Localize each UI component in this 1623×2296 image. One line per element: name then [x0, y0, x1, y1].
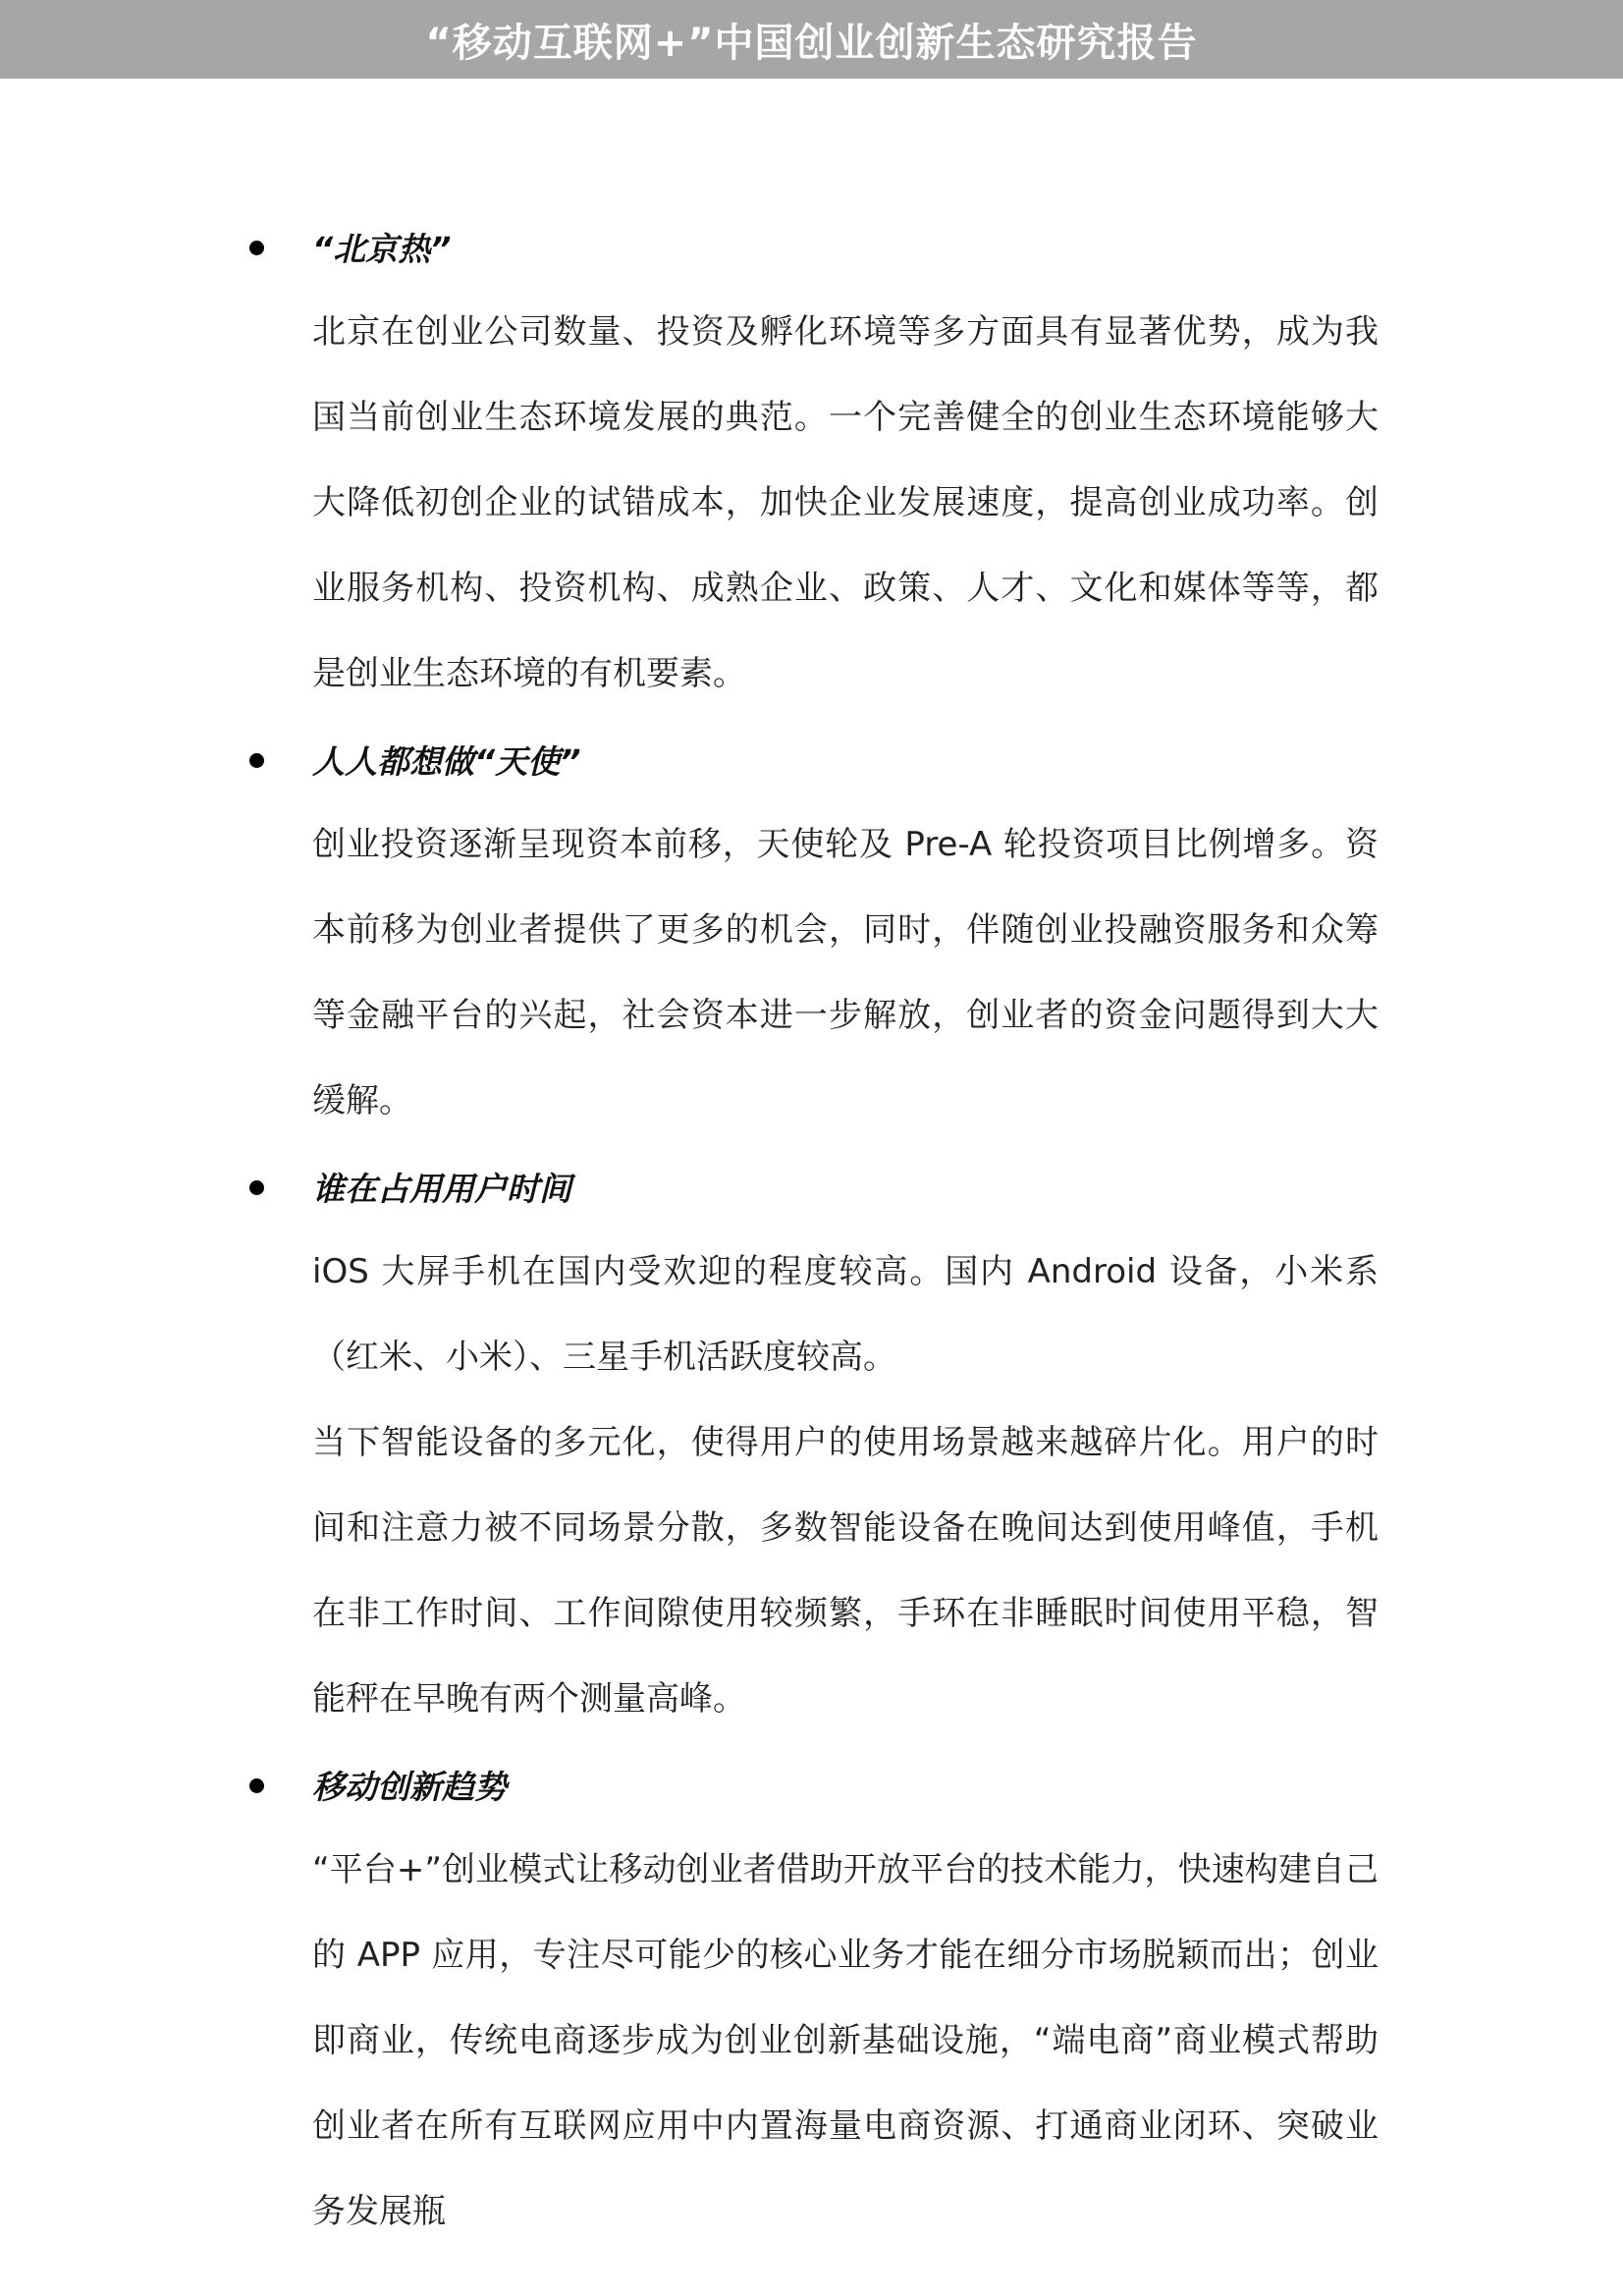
section-paragraph: 当下智能设备的多元化，使得用户的使用场景越来越碎片化。用户的时间和注意力被不同场景分散，多数智能设备在晚间达到使用峰值，手机在非工作时间、工作间隙使用较频繁，手环在非睡眠时间使用平稳，智能秤在早晚有两个测量高峰。	[312, 1423, 1379, 1719]
section-beijing	[0, 204, 1623, 717]
bullet-dot-icon	[249, 753, 264, 768]
document-body	[0, 204, 1623, 2255]
bullet-row	[0, 1144, 1623, 1230]
section-heading: 人人都想做“天使”	[312, 742, 581, 781]
section-mobile-innovation	[0, 1742, 1623, 2255]
bullet-row	[0, 1742, 1623, 1828]
bullet-dot-icon	[249, 1778, 264, 1793]
bullet-row	[0, 204, 1623, 290]
section-angel	[0, 717, 1623, 1144]
section-user-time	[0, 1144, 1623, 1742]
section-paragraph: iOS 大屏手机在国内受欢迎的程度较高。国内 Android 设备，小米系（红米、小米）、三星手机活跃度较高。	[312, 1252, 1379, 1377]
section-paragraph: 北京在创业公司数量、投资及孵化环境等多方面具有显著优势，成为我国当前创业生态环境发展的典范。一个完善健全的创业生态环境能够大大降低初创企业的试错成本，加快企业发展速度，提高创业成功率。创业服务机构、投资机构、成熟企业、政策、人才、文化和媒体等等，都是创业生态环境的有机要素。	[312, 312, 1379, 693]
section-paragraph: 创业投资逐渐呈现资本前移，天使轮及 Pre-A 轮投资项目比例增多。资本前移为创业者提供了更多的机会，同时，伴随创业投融资服务和众筹等金融平台的兴起，社会资本进一步解放，创业者的资金问题得到大大缓解。	[312, 825, 1379, 1121]
section-heading: “北京热”	[312, 230, 452, 268]
bullet-dot-icon	[249, 1180, 264, 1195]
bullet-row	[0, 717, 1623, 802]
bullet-dot-icon	[249, 241, 264, 255]
section-heading: 移动创新趋势	[312, 1768, 507, 1806]
page-header	[0, 0, 1623, 79]
section-heading: 谁在占用用户时间	[312, 1170, 571, 1208]
section-paragraph: “平台+”创业模式让移动创业者借助开放平台的技术能力，快速构建自己的 APP 应用，专注尽可能少的核心业务才能在细分市场脱颖而出；创业即商业，传统电商逐步成为创业创新基础设施，“端电商”商业模式帮助创业者在所有互联网应用中内置海量电商资源、打通商业闭环、突破业务发展瓶	[312, 1850, 1379, 2231]
report-title: “移动互联网+”中国创业创新生态研究报告	[425, 20, 1198, 66]
